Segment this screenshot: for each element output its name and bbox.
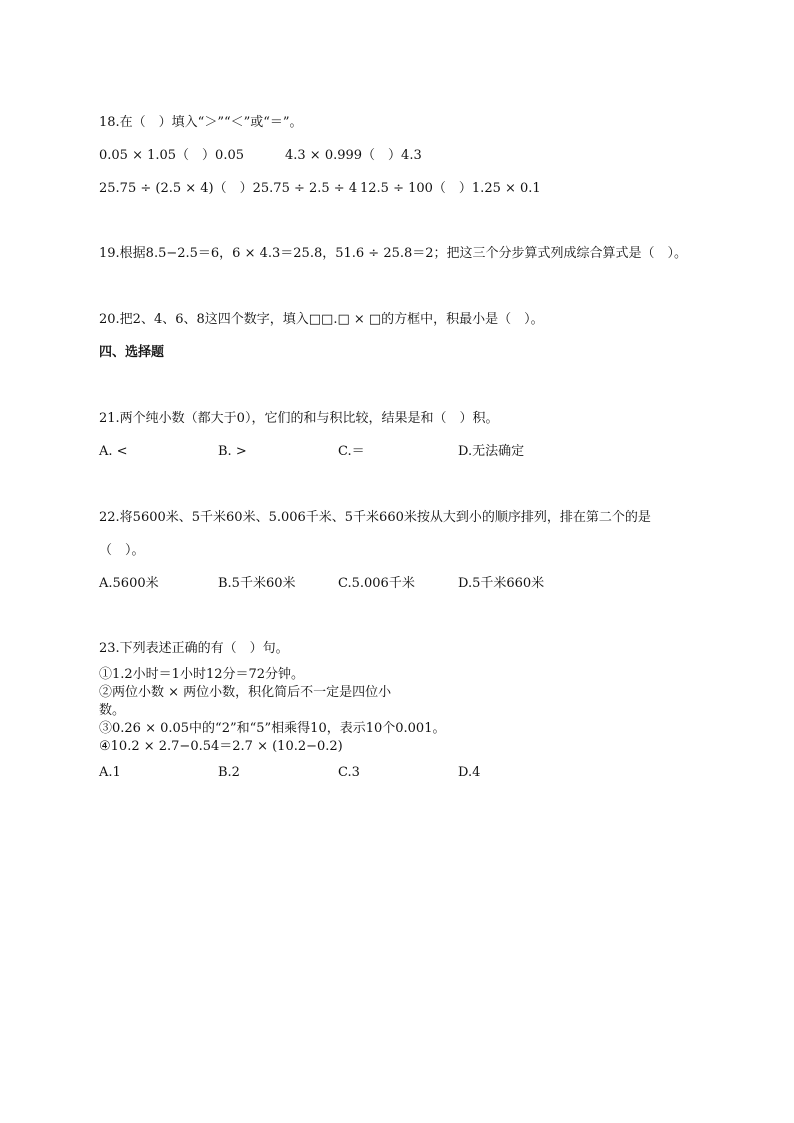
section-heading: 四、选择题	[99, 345, 165, 360]
q21-option-c: C.＝	[338, 444, 365, 459]
q18-item-3: 25.75 ÷ (2.5 × 4)（ ）25.75 ÷ 2.5 ÷ 4	[99, 181, 358, 196]
q22-option-c: C.5.006千米	[338, 576, 415, 591]
q23-statement-4: ④10.2 × 2.7−0.54＝2.7 × (10.2−0.2)	[99, 739, 343, 754]
q18-item-1: 0.05 × 1.05（ ）0.05	[99, 148, 244, 163]
q22-option-d: D.5千米660米	[458, 576, 545, 591]
q23-statement-3: ③0.26 × 0.05中的“2”和“5”相乘得10，表示10个0.001。	[99, 721, 446, 736]
q19-text: 19.根据8.5−2.5＝6，6 × 4.3＝25.8，51.6 ÷ 25.8＝2；把这三个分步算式列成综合算式是（ ）。	[99, 246, 688, 261]
q23-text: 23.下列表述正确的有（ ）句。	[99, 641, 289, 656]
q21-text: 21.两个纯小数（都大于0），它们的和与积比较，结果是和（ ）积。	[99, 411, 499, 426]
q23-option-d: D.4	[458, 765, 481, 780]
q22-option-b: B.5千米60米	[218, 576, 296, 591]
q18-item-4: 12.5 ÷ 100（ ）1.25 × 0.1	[360, 181, 541, 196]
q22-text-line1: 22.将5600米、5千米60米、5.006千米、5千米660米按从大到小的顺序排列，排在第二个的是	[99, 510, 651, 525]
q23-statement-2-cont: 数。	[99, 703, 126, 718]
q18-title: 18.在（ ）填入“＞”“＜”或“＝”。	[99, 115, 303, 130]
q18-item-2: 4.3 × 0.999（ ）4.3	[285, 148, 422, 163]
q21-option-a: A. <	[99, 444, 128, 459]
q23-option-c: C.3	[338, 765, 360, 780]
q23-statement-1: ①1.2小时＝1小时12分＝72分钟。	[99, 667, 305, 682]
q21-option-d: D.无法确定	[458, 444, 525, 459]
q20-text: 20.把2、4、6、8这四个数字，填入□□.□ × □的方框中，积最小是（ ）。	[99, 312, 544, 327]
q22-text-line2: （ ）。	[99, 543, 145, 558]
q23-option-b: B.2	[218, 765, 240, 780]
q21-option-b: B. >	[218, 444, 247, 459]
q22-option-a: A.5600米	[99, 576, 159, 591]
q23-statement-2: ②两位小数 × 两位小数，积化简后不一定是四位小	[99, 685, 392, 700]
q23-option-a: A.1	[99, 765, 121, 780]
